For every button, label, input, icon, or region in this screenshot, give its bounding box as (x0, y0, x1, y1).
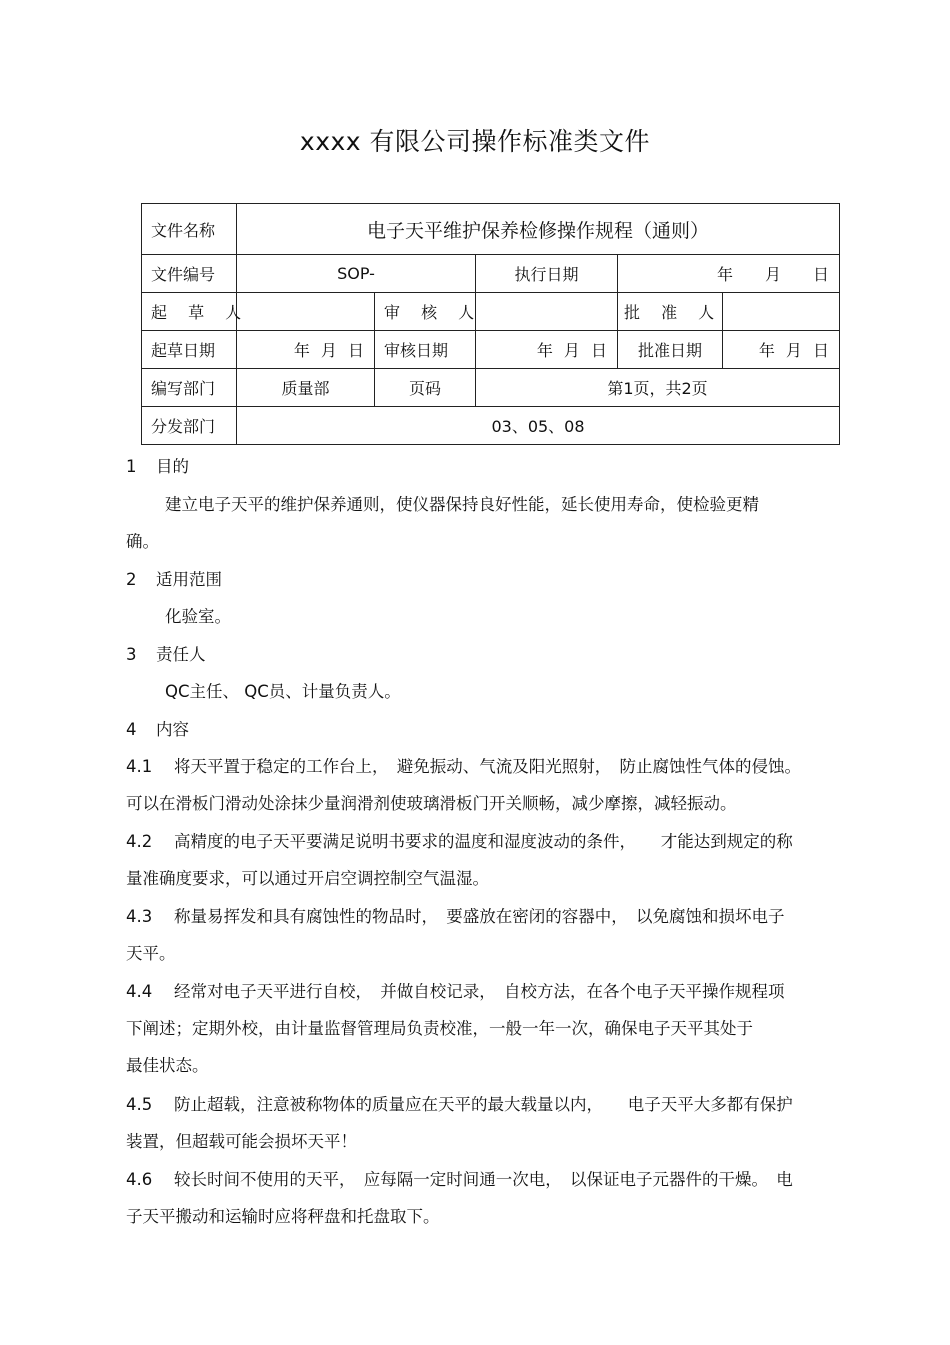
doc-name-value: 电子天平维护保养检修操作规程（通则） (237, 204, 840, 255)
paragraph-line (126, 828, 793, 852)
section-heading (126, 716, 189, 740)
paragraph-line: 建立电子天平的维护保养通则，使仪器保持良好性能，延长使用寿命，使检验更精 (165, 495, 759, 514)
dept-value: 质量部 (237, 369, 375, 407)
section-title: 目的 (156, 457, 189, 476)
draft-date-label: 起草日期 (142, 331, 237, 369)
paragraph-line: 子天平搬动和运输时应将秤盘和托盘取下。 (126, 1207, 440, 1226)
section-number: 1 (126, 457, 137, 476)
paragraph-line: 确。 (126, 532, 159, 551)
approver-label: 批 准 人 (618, 293, 723, 331)
page-label: 页码 (375, 369, 476, 407)
document-title: xxxx 有限公司操作标准类文件 (299, 127, 651, 156)
paragraph-line: QC主任、 QC员、计量负责人。 (165, 682, 401, 701)
clause-number: 4.6 (126, 1170, 153, 1189)
section-title: 适用范围 (156, 570, 222, 589)
drafter-label: 起 草 人 (142, 293, 237, 331)
table-row (142, 293, 840, 331)
section-number: 4 (126, 720, 137, 739)
clause-number: 4.2 (126, 832, 153, 851)
section-heading (126, 453, 189, 477)
exec-date-value: 年 月 日 (618, 255, 840, 293)
clause-text: 将天平置于稳定的工作台上， 避免振动、气流及阳光照射， 防止腐蚀性气体的侵蚀。 (174, 757, 801, 776)
clause-text: 较长时间不使用的天平， 应每隔一定时间通一次电， 以保证电子元器件的干燥。 电 (174, 1170, 793, 1189)
dept-label: 编写部门 (142, 369, 237, 407)
paragraph-line: 装置，但超载可能会损坏天平！ (126, 1132, 357, 1151)
section-title: 责任人 (156, 645, 206, 664)
table-row (142, 255, 840, 293)
section-heading (126, 641, 206, 665)
paragraph-line: 最佳状态。 (126, 1056, 209, 1075)
doc-name-label: 文件名称 (142, 204, 237, 255)
draft-date-value: 年 月 日 (237, 331, 375, 369)
paragraph-line (126, 978, 785, 1002)
clause-number: 4.5 (126, 1095, 153, 1114)
doc-no-value: SOP- (237, 255, 476, 293)
clause-number: 4.1 (126, 757, 153, 776)
approver-value (723, 293, 840, 331)
approve-date-value: 年 月 日 (723, 331, 840, 369)
dist-value: 03、05、08 (237, 407, 840, 445)
reviewer-value (476, 293, 618, 331)
document-info-table (141, 203, 840, 445)
clause-text: 防止超载，注意被称物体的质量应在天平的最大载量以内， 电子天平大多都有保护 (174, 1095, 793, 1114)
review-date-value: 年 月 日 (476, 331, 618, 369)
paragraph-line: 化验室。 (165, 607, 231, 626)
clause-number: 4.3 (126, 907, 153, 926)
clause-number: 4.4 (126, 982, 153, 1001)
clause-text: 称量易挥发和具有腐蚀性的物品时， 要盛放在密闭的容器中， 以免腐蚀和损坏电子 (174, 907, 785, 926)
paragraph-line (126, 1166, 793, 1190)
section-number: 2 (126, 570, 137, 589)
table-row (142, 204, 840, 255)
dist-label: 分发部门 (142, 407, 237, 445)
exec-date-label: 执行日期 (476, 255, 618, 293)
table-row (142, 369, 840, 407)
paragraph-line (126, 1091, 793, 1115)
drafter-value (237, 293, 375, 331)
paragraph-line: 量准确度要求，可以通过开启空调控制空气温湿。 (126, 869, 489, 888)
paragraph-line: 可以在滑板门滑动处涂抹少量润滑剂使玻璃滑板门开关顺畅，减少摩擦，减轻振动。 (126, 794, 737, 813)
paragraph-line (126, 903, 785, 927)
paragraph-line (126, 753, 801, 777)
paragraph-line: 天平。 (126, 944, 176, 963)
page-value: 第1页，共2页 (476, 369, 840, 407)
section-number: 3 (126, 645, 137, 664)
doc-no-label: 文件编号 (142, 255, 237, 293)
approve-date-label: 批准日期 (618, 331, 723, 369)
review-date-label: 审核日期 (375, 331, 476, 369)
clause-text: 高精度的电子天平要满足说明书要求的温度和湿度波动的条件， 才能达到规定的称 (174, 832, 793, 851)
paragraph-line: 下阐述；定期外校，由计量监督管理局负责校准，一般一年一次，确保电子天平其处于 (126, 1019, 753, 1038)
section-title: 内容 (156, 720, 189, 739)
table-row (142, 331, 840, 369)
reviewer-label: 审 核 人 (375, 293, 476, 331)
section-heading (126, 566, 222, 590)
table-row (142, 407, 840, 445)
clause-text: 经常对电子天平进行自校， 并做自校记录， 自校方法，在各个电子天平操作规程项 (174, 982, 785, 1001)
